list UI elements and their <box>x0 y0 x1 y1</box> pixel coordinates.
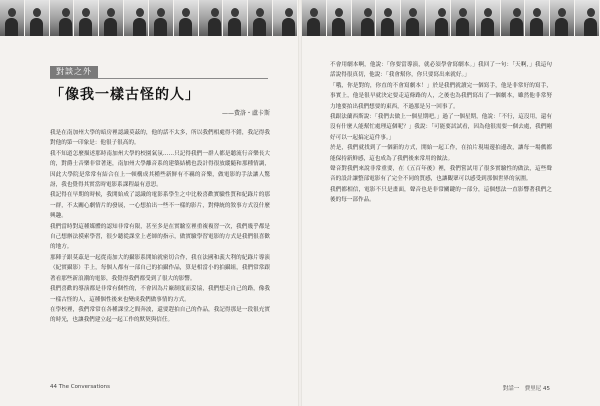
photo-frame <box>352 0 377 36</box>
section-tag: 對談之外 <box>50 66 98 78</box>
photo-frame <box>199 0 224 36</box>
photo-strip-left <box>0 0 298 36</box>
body-paragraph: 不會用劇本啊，他說：「你要當導演，就必須學會寫劇本。」我回了一句：「天啊，」我這句話說得很真切，他說：「我會幫你，你只要寫出來就好。」 <box>330 62 552 79</box>
article-byline: ——費洛・盧卡斯 <box>221 110 270 117</box>
left-body-column <box>50 128 270 326</box>
photo-frame <box>451 0 476 36</box>
right-body-column <box>330 60 552 206</box>
page-gutter <box>298 0 302 406</box>
photo-frame <box>550 0 575 36</box>
body-paragraph: 我不知道怎麼描述那時南加州大學的校園氣氛……只記得我們一群人都是聽流行音樂長大的，對爵士音樂非常著迷，南加州大學離音系的建築結構也設計得很放縱隨和那種情調，因此大學院是常常有結合在上一頓構成其種些新鮮有不羈的音樂，做電影的手法讓人驚訝，我也覺得其實當時電影系課程最有意思。 <box>50 150 270 189</box>
body-paragraph: 我們都相信，電影不只是畫面，聲音也是非常關鍵的一部分，這個想法一直影響著我們之後的每一部作品。 <box>330 186 552 204</box>
photo-frame <box>401 0 426 36</box>
body-paragraph: 於是，我們就找到了一個新的方式，開始一起工作，在拍片現場邊拍邊改，讓每一場戲都能保持新鮮感，這也成為了我們後來常用的做法。 <box>330 145 552 162</box>
photo-frame <box>302 0 327 36</box>
photo-frame <box>149 0 174 36</box>
body-paragraph: 「哦，你是對的，你直的不會寫劇本！」於是我們就讀完一個寫手，他是非常好的寫手，事實上，他是很早就決定要走這條路的人，之後也為我們寫出了一個劇本，雖然他非常努力地要拍出我們想要的東西，不過那是另一回事了。 <box>330 82 552 110</box>
photo-frame <box>124 0 149 36</box>
photo-frame <box>74 0 99 36</box>
photo-frame <box>99 0 124 36</box>
body-paragraph: 我是在南加州大學的暗房裡認識莫茲的，他的話不太多，所以我們相處得不錯，我記得我對他的第一印象是：他很子很高的。 <box>50 130 270 147</box>
article-title: 「像我一樣古怪的人」 <box>50 87 200 103</box>
photo-frame <box>426 0 451 36</box>
photo-frame <box>525 0 550 36</box>
page-folio-left: 44 The Conversations <box>50 384 110 390</box>
photo-frame <box>0 0 25 36</box>
photo-frame <box>376 0 401 36</box>
photo-frame <box>575 0 600 36</box>
body-paragraph: 我們喜歡的導演都是非常有個性的，不會因為片廠制度而妥協，我們想走自己的路，像我一樣古怪的人，這種個性後來也變成我們做事情的方式。 <box>50 286 270 303</box>
page-folio-right: 對話一 費里尼 45 <box>502 386 550 392</box>
body-paragraph: 我跟法蘭西斯說：「我們去做上一個星期吧。」過了一個星期，他說：「不行，這沒用，還有沒有什麼人能幫忙處理這個呢？」我說：「可能要試試看，因為他很需要一個去處，我們剛好可以一起搞定這件事。」 <box>330 114 552 141</box>
photo-frame <box>223 0 248 36</box>
photo-frame <box>273 0 298 36</box>
photo-frame <box>327 0 352 36</box>
body-paragraph: 我記得在早期的時候，我開始成了認識的電影系學生之中比較喜歡實驗性質和紀錄片的那一群，不太關心劇情片的發展，一心想拍出一些不一樣的影片，對傳統的敘事方式沒什麼興趣。 <box>50 192 270 220</box>
photo-frame <box>25 0 50 36</box>
photo-frame <box>50 0 75 36</box>
photo-frame <box>476 0 501 36</box>
body-paragraph: 聲音對我們來說非常重要，在《五百年後》裡，我們嘗試用了很多實驗性的做法，這些聲音的設計讓整部電影有了完全不同的質感，也讓觀眾可以感受到那個世界的氛圍。 <box>330 166 552 183</box>
photo-frame <box>248 0 273 36</box>
body-paragraph: 在學校裡，我們常常在各種課堂之間奔波，還要趕拍自己的作品，我記得那是一段很充實的時光，也讓我們建立起一起工作的默契與信任。 <box>50 306 270 324</box>
photo-frame <box>501 0 526 36</box>
photo-frame <box>174 0 199 36</box>
body-paragraph: 那陣子跟莫茲是一起從南加大的攝影系開始就密切合作，我在法國和義大利的紀錄片導演（紀實攝影）手上，每個人都有一部自己的拍攝作品，算是相當小的拍攝組，我們常常跟著看那些新浪潮的電影，我覺得我們都受到了很大的影響。 <box>50 254 270 282</box>
photo-strip-right <box>302 0 600 36</box>
body-paragraph: 我們當時對這種媒體的認知非常有限，甚至多是在實驗室裡重複複習一次，我們幾乎都是自己想辦法摸索學習，很少聽從課堂上老師的指示，做實驗學習電影的方式是我們很喜歡的地方。 <box>50 223 270 251</box>
section-divider <box>50 78 268 79</box>
